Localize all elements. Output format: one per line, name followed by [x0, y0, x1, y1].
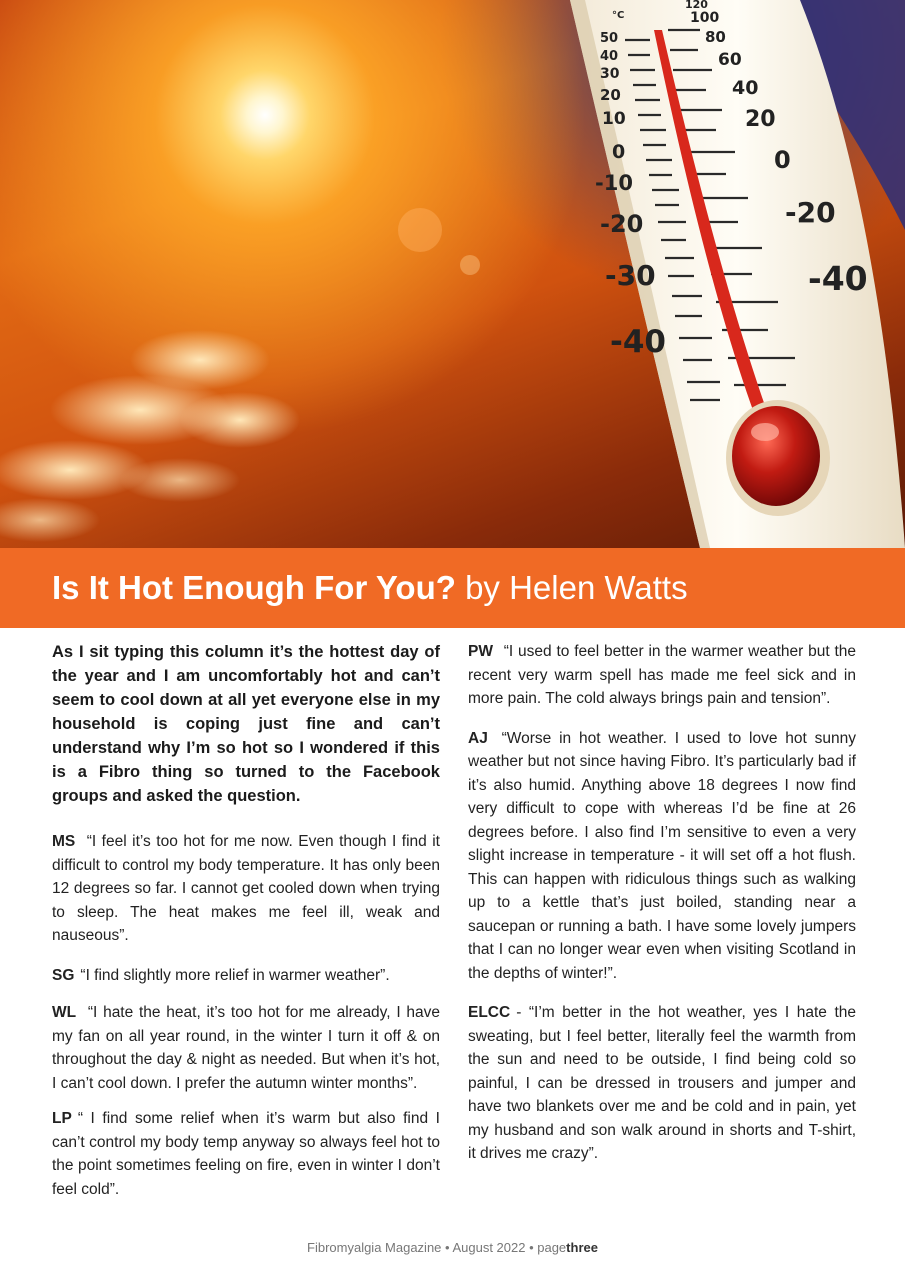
svg-text:-20: -20 — [600, 210, 644, 238]
quote-author: LP — [52, 1110, 72, 1127]
svg-text:-20: -20 — [785, 196, 836, 229]
quote-author: MS — [52, 833, 76, 850]
quote-author: WL — [52, 1004, 77, 1021]
article-title — [52, 568, 688, 608]
svg-text:30: 30 — [600, 66, 620, 82]
title-banner — [0, 548, 905, 628]
svg-text:-40: -40 — [610, 324, 667, 360]
footer-text: Fibromyalgia Magazine • August 2022 • page — [307, 1240, 567, 1255]
svg-text:40: 40 — [732, 77, 759, 99]
svg-text:100: 100 — [690, 10, 720, 26]
svg-text:80: 80 — [705, 28, 726, 46]
svg-text:0: 0 — [774, 146, 791, 174]
title-text: Is It Hot Enough For You? — [52, 569, 456, 606]
svg-text:40: 40 — [600, 49, 619, 64]
svg-text:-10: -10 — [595, 171, 633, 195]
scale-unit-label: °C — [612, 10, 625, 21]
quote-author: PW — [468, 643, 493, 660]
quote-text: “ I find some relief when it’s warm but also find I can’t control my body temp anyway so always feel hot to the point sometimes feeling on fire, even in winter I don’t feel cold”. — [52, 1110, 440, 1198]
quote-text: “I used to feel better in the warmer weather but the recent very warm spell has made me feel sick and in more pain. The cold always brings pain and tension”. — [468, 643, 856, 707]
quote-text: “I find slightly more relief in warmer weather”. — [80, 966, 390, 984]
quote-author: AJ — [468, 729, 488, 747]
intro-paragraph: As I sit typing this column it’s the hottest day of the year and I am uncomfortably hot and can’t seem to cool down at all yet everyone else in my household is coping just fine and can’t understand why I’m so hot so I wondered if this is a Fibro thing so turned to the Facebook groups and asked the question. — [52, 643, 440, 805]
svg-text:120: 120 — [685, 0, 708, 11]
quote-author: ELCC — [468, 1004, 511, 1021]
svg-text:60: 60 — [718, 50, 742, 70]
svg-text:0: 0 — [612, 141, 626, 163]
byline: by Helen Watts — [455, 569, 688, 606]
quote-sg — [52, 964, 440, 988]
quote-pw — [468, 640, 856, 711]
quote-text: “Worse in hot weather. I used to love hot sunny weather but not since having Fibro. It’s particularly bad if it’s also humid. Anything above 18 degrees I now find very difficult to cope with whereas I’d be fine at 26 degrees before. I also find I’m sensitive to even a very slight increase in temperature - it will set off a hot flush. This can happen with ridiculous things such as walking up to a kettle that’s just boiled, standing near a saucepan or running a bath. I have some lovely jumpers that I can no longer wear even when visiting Scotland in the depths of winter!”. — [468, 729, 856, 982]
quote-author: SG — [52, 966, 75, 984]
svg-text:20: 20 — [600, 86, 621, 104]
svg-text:20: 20 — [745, 107, 776, 132]
quote-text: “I feel it’s too hot for me now. Even though I find it difficult to control my body temperature. It has only been 12 degrees so far. I cannot get cooled down when trying to sleep. The heat makes me feel ill, weak and nauseous”. — [52, 833, 440, 944]
svg-text:-30: -30 — [605, 259, 656, 292]
right-column — [468, 640, 856, 1182]
page-number: three — [566, 1240, 598, 1255]
page-footer — [0, 1240, 905, 1255]
svg-text:50: 50 — [600, 31, 619, 46]
quote-text: “I hate the heat, it’s too hot for me already, I have my fan on all year round, in the winter I turn it off & on throughout the day & night as needed. But when it’s hot, I can’t cool down. I prefer the autumn winter months”. — [52, 1004, 440, 1092]
quote-ms — [52, 830, 440, 948]
quote-aj — [468, 727, 856, 986]
quote-wl — [52, 1001, 440, 1095]
cloud-shapes — [0, 330, 300, 542]
quote-lp — [52, 1107, 440, 1201]
svg-text:10: 10 — [602, 109, 626, 129]
hero-image — [0, 0, 905, 548]
quote-text: - “I’m better in the hot weather, yes I hate the sweating, but I feel better, literally feel the warmth from the sun and need to be outside, I find being cold so painful, I can be dressed in trousers and jumper and have two blankets over me and be cold and in pain, yet my husband and son walk around in shorts and T-shirt, it drives me crazy”. — [468, 1004, 856, 1162]
svg-text:-40: -40 — [808, 259, 868, 298]
quote-elcc — [468, 1001, 856, 1166]
left-column — [52, 640, 440, 1217]
thermometer-illustration — [0, 0, 905, 548]
